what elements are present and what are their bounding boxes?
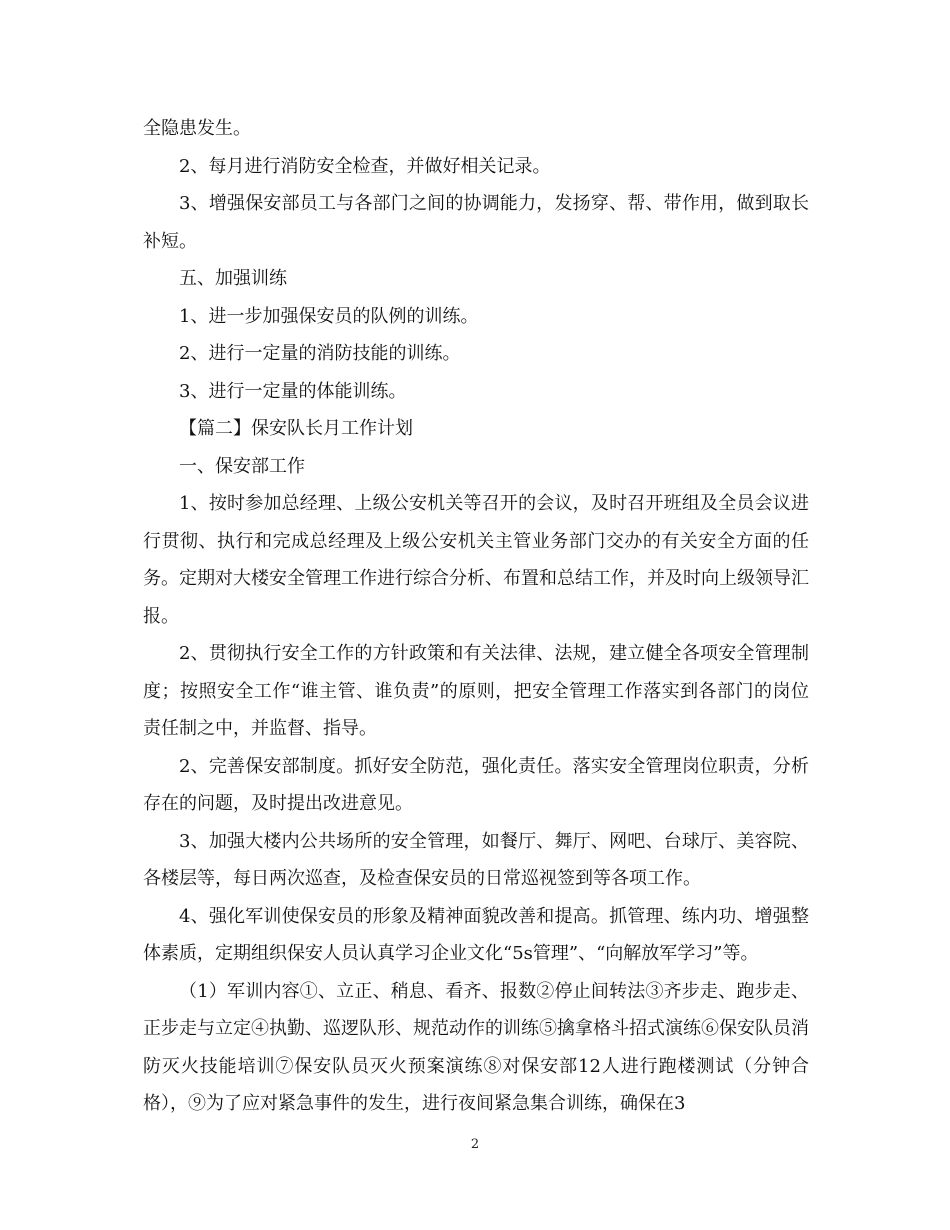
paragraph: 2、完善保安部制度。抓好安全防范，强化责任。落实安全管理岗位职责，分析存在的问题，及时提出改进意见。 [143, 755, 809, 814]
paragraph: 3、进行一定量的体能训练。 [179, 380, 407, 402]
document-body [143, 110, 809, 1123]
section-heading: 五、加强训练 [179, 268, 287, 289]
paragraph: （1）军训内容①、立正、稍息、看齐、报数②停止间转法③齐步走、跑步走、正步走与立定④执勤、巡逻队形、规范动作的训练⑤擒拿格斗招式演练⑥保安队员消防灭火技能培训⑦保安队员灭火预案演练⑧对保安部12人进行跑楼测试（分钟合格），⑨为了应对紧急事件的发生，进行夜间紧急集合训练，确保在3 [143, 980, 809, 1114]
paragraph: 全隐患发生。 [143, 118, 251, 139]
page-number: 2 [470, 1137, 480, 1152]
paragraph: 3、加强大楼内公共场所的安全管理，如餐厅、舞厅、网吧、台球厅、美容院、各楼层等，每日两次巡查，及检查保安员的日常巡视签到等各项工作。 [143, 830, 809, 889]
paragraph: 4、强化军训使保安员的形象及精神面貌改善和提高。抓管理、练内功、增强整体素质，定期组织保安人员认真学习企业文化“5s管理”、“向解放军学习”等。 [143, 905, 809, 964]
section-heading: 一、保安部工作 [179, 455, 305, 477]
paragraph: 2、进行一定量的消防技能的训练。 [179, 343, 461, 364]
paragraph: 2、每月进行消防安全检查，并做好相关记录。 [179, 155, 551, 177]
paragraph: 2、贯彻执行安全工作的方针政策和有关法律、法规，建立健全各项安全管理制度；按照安全工作“谁主管、谁负责”的原则，把安全管理工作落实到各部门的岗位责任制之中，并监督、指导。 [143, 643, 809, 739]
paragraph: 1、进一步加强保安员的队例的训练。 [179, 305, 479, 327]
article-title: 【篇二】保安队长月工作计划 [179, 418, 413, 439]
paragraph: 1、按时参加总经理、上级公安机关等召开的会议，及时召开班组及全员会议进行贯彻、执行和完成总经理及上级公安机关主管业务部门交办的有关安全方面的任务。定期对大楼安全管理工作进行综合分析、布置和总结工作，并及时向上级领导汇报。 [143, 493, 809, 627]
paragraph: 3、增强保安部员工与各部门之间的协调能力，发扬穿、帮、带作用，做到取长补短。 [143, 193, 809, 252]
